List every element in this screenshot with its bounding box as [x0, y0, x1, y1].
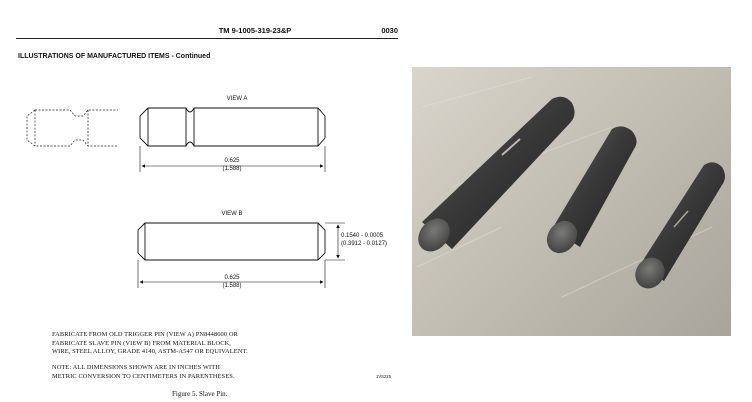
fab-line-2: FABRICATE SLAVE PIN (VIEW B) FROM MATERIAL BLOCK,	[52, 339, 231, 347]
phantom-pin-outline	[27, 110, 118, 146]
fabrication-note	[52, 331, 248, 357]
view-b-pin	[138, 223, 325, 260]
view-b-diameter-cm: (0.3912 - 0.0127)	[341, 241, 388, 247]
fab-line-1: FABRICATE FROM OLD TRIGGER PIN (VIEW A) PN8448600 OR	[52, 331, 238, 338]
note-line-1: NOTE: ALL DIMENSIONS SHOWN ARE IN INCHES WITH	[52, 364, 220, 371]
view-b-length-in: 0.625	[224, 275, 240, 281]
view-a-length-in: 0.625	[224, 158, 240, 164]
pins-photo	[412, 67, 731, 336]
view-a-label: VIEW A	[226, 96, 248, 102]
figure-code: 1VS225	[376, 374, 391, 379]
page-code: 0030	[381, 26, 398, 35]
figure-caption: Figure 5. Slave Pin.	[172, 390, 228, 398]
photo-pin-short	[629, 162, 725, 294]
photo-pin-middle	[541, 126, 637, 259]
dimension-note	[52, 364, 235, 381]
view-b-label: VIEW B	[221, 211, 243, 217]
pins-photo-drawing	[412, 67, 731, 336]
section-title: ILLUSTRATIONS OF MANUFACTURED ITEMS - Continued	[18, 53, 211, 60]
view-b-length-cm: (1.588)	[222, 283, 242, 289]
note-line-2: METRIC CONVERSION TO CENTIMETERS IN PARENTHESES.	[52, 372, 235, 380]
fab-line-3: WIRE, STEEL ALLOY, GRADE 4140, ASTM-A547 OR EQUIVALENT.	[52, 348, 248, 356]
view-a-length-cm: (1.588)	[222, 166, 242, 172]
document-number: TM 9-1005-319-23&P	[218, 26, 292, 35]
view-b-diameter-in: 0.1540 - 0.0005	[341, 233, 384, 239]
view-a-pin	[140, 108, 325, 146]
